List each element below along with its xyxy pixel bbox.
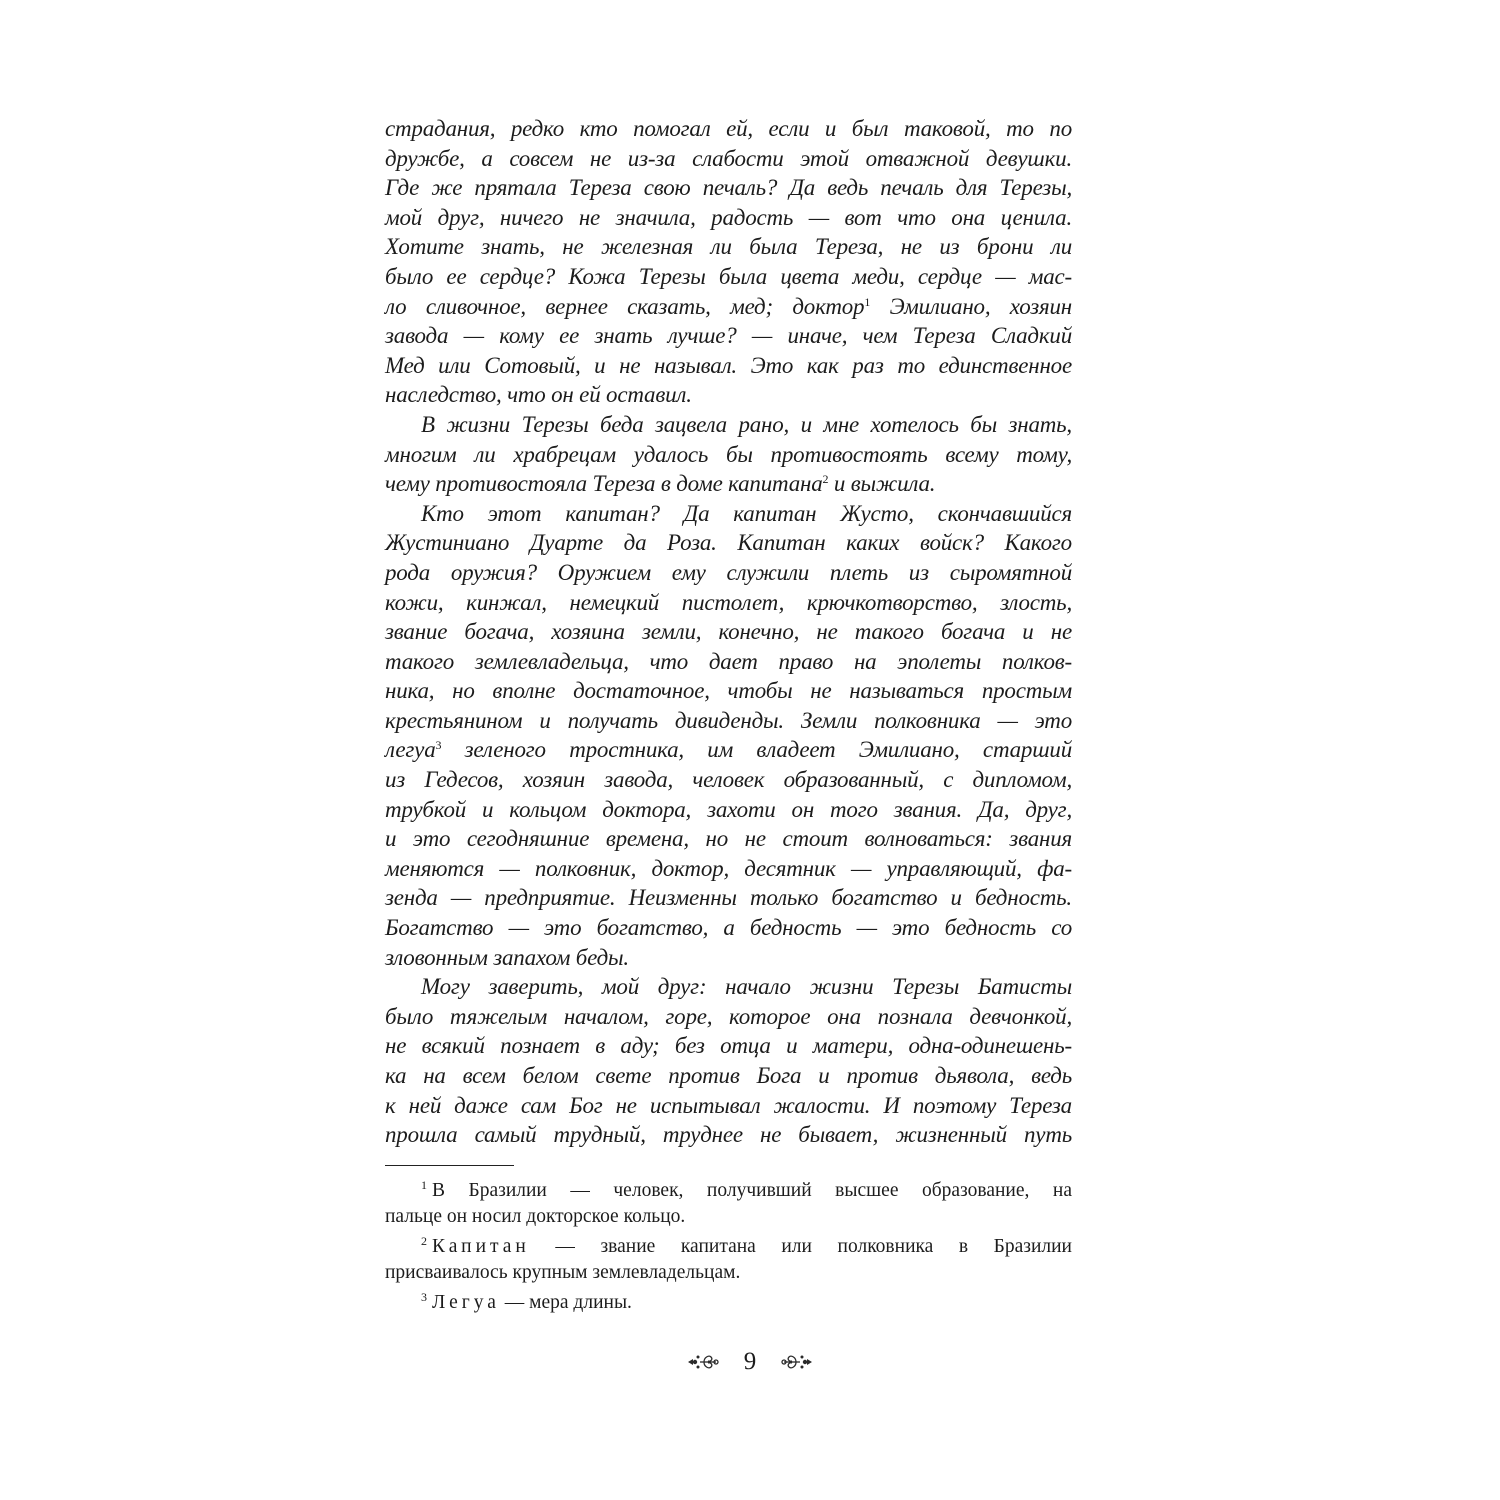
text-line: кожи, кинжал, немецкий пистолет, крючкотворство, злость, xyxy=(385,589,1072,615)
text-line: не всякий познает в аду; без отца и матери, одна-одинешень- xyxy=(385,1033,1072,1059)
page-number: 9 xyxy=(743,1348,757,1375)
text-line: ка на всем белом свете против Бога и против дьявола, ведь xyxy=(385,1063,1072,1088)
text-line: и это сегодняшние времена, но не стоит волноваться: звания xyxy=(385,826,1072,852)
footnote-text: присваивалось крупным землевладельцам. xyxy=(385,1262,741,1283)
text-line: Богатство — это богатство, а бедность — это бедность со xyxy=(385,915,1072,941)
fleuron-left-icon xyxy=(686,1351,720,1373)
text-line: ло сливочное, вернее сказать, мед; доктор$^1$ Эмилиано, хозяин xyxy=(385,293,1073,319)
text-line: зловонным запахом беды. xyxy=(385,944,629,970)
text-line: было тяжелым началом, горе, которое она познала девчонкой, xyxy=(385,1003,1072,1029)
text-line: Мед или Сотовый, и не называл. Это как раз то единственное xyxy=(385,352,1072,378)
text-line: зенда — предприятие. Неизменны только богатство и бедность. xyxy=(385,885,1072,911)
footnote-number: 3 xyxy=(421,1290,427,1304)
text-line: к ней даже сам Бог не испытывал жалости. И поэтому Тереза xyxy=(385,1092,1072,1118)
body-text xyxy=(385,114,1072,1150)
paragraph-start-line: Могу заверить, мой друг: начало жизни Терезы Батисты xyxy=(421,974,1072,1000)
footnote-text: В Бразилии — человек, получивший высшее образование, на xyxy=(432,1180,1072,1201)
text-line: Хотите знать, не железная ли была Тереза, не из брони ли xyxy=(385,234,1072,260)
text-line: меняются — полковник, доктор, десятник — управляющий, фа- xyxy=(385,855,1072,881)
text-line: рода оружия? Оружием ему служили плеть из сыромятной xyxy=(385,559,1072,585)
text-line: Жустиниано Дуарте да Роза. Капитан каких войск? Какого xyxy=(385,530,1072,556)
paragraph-start-line: Кто этот капитан? Да капитан Жусто, скончавшийся xyxy=(421,500,1072,526)
footnote-term: Капитан xyxy=(432,1236,530,1257)
text-line: дружбе, а совсем не из-за слабости этой отважной девушки. xyxy=(385,145,1072,171)
fleuron-right-icon xyxy=(780,1351,814,1373)
footnote-divider xyxy=(385,1165,514,1166)
page-footer xyxy=(0,1348,1500,1376)
footnote-number: 2 xyxy=(421,1234,427,1248)
paragraph-start-line: В жизни Терезы беда зацвела рано, и мне хотелось бы знать, xyxy=(421,411,1072,437)
text-line: прошла самый трудный, труднее не бывает, жизненный путь xyxy=(385,1122,1072,1148)
footnote-text: — звание капитана или полковника в Бразилии xyxy=(529,1236,1072,1257)
footnote-ref-1[interactable]: 1 xyxy=(864,294,871,309)
footnote-1 xyxy=(385,1178,1072,1230)
text-line: крестьянином и получать дивиденды. Земли полковника — это xyxy=(385,707,1072,733)
text-line: трубкой и кольцом доктора, захоти он того звания. Да, друг, xyxy=(385,796,1072,822)
footnote-3 xyxy=(385,1290,1072,1316)
text-line: Где же прятала Тереза свою печаль? Да ведь печаль для Терезы, xyxy=(385,175,1072,201)
footnote-text: — мера длины. xyxy=(499,1292,632,1313)
text-line: такого землевладельца, что дает право на эполеты полков- xyxy=(385,648,1072,674)
text-line: ника, но вполне достаточное, чтобы не называться простым xyxy=(385,678,1072,704)
footnote-ref-3[interactable]: 3 xyxy=(435,738,442,753)
text-line: многим ли храбрецам удалось бы противостоять всему тому, xyxy=(385,441,1072,467)
text-line: страдания, редко кто помогал ей, если и был таковой, то по xyxy=(385,116,1072,141)
footnote-number: 1 xyxy=(421,1178,427,1192)
footnote-ref-2[interactable]: 2 xyxy=(822,472,829,487)
text-line: завода — кому ее знать лучше? — иначе, чем Тереза Сладкий xyxy=(385,323,1072,349)
footnotes xyxy=(385,1178,1072,1316)
text-line: из Гедесов, хозяин завода, человек образованный, с дипломом, xyxy=(385,767,1072,793)
text-line: мой друг, ничего не значила, радость — вот что она ценила. xyxy=(385,204,1072,230)
text-line: легуа$^3$ зеленого тростника, им владеет Эмилиано, старший xyxy=(385,737,1072,763)
text-line: наследство, что он ей оставил. xyxy=(385,382,692,408)
text-line: чему противостояла Тереза в доме капитана$^2$ и выжила. xyxy=(385,471,936,497)
text-line: звание богача, хозяина земли, конечно, не такого богача и не xyxy=(385,619,1072,645)
footnote-term: Легуа xyxy=(432,1292,500,1313)
footnote-2 xyxy=(385,1234,1072,1286)
text-line: было ее сердце? Кожа Терезы была цвета меди, сердце — мас- xyxy=(385,263,1072,289)
footnote-text: пальце он носил докторское кольцо. xyxy=(385,1206,686,1227)
